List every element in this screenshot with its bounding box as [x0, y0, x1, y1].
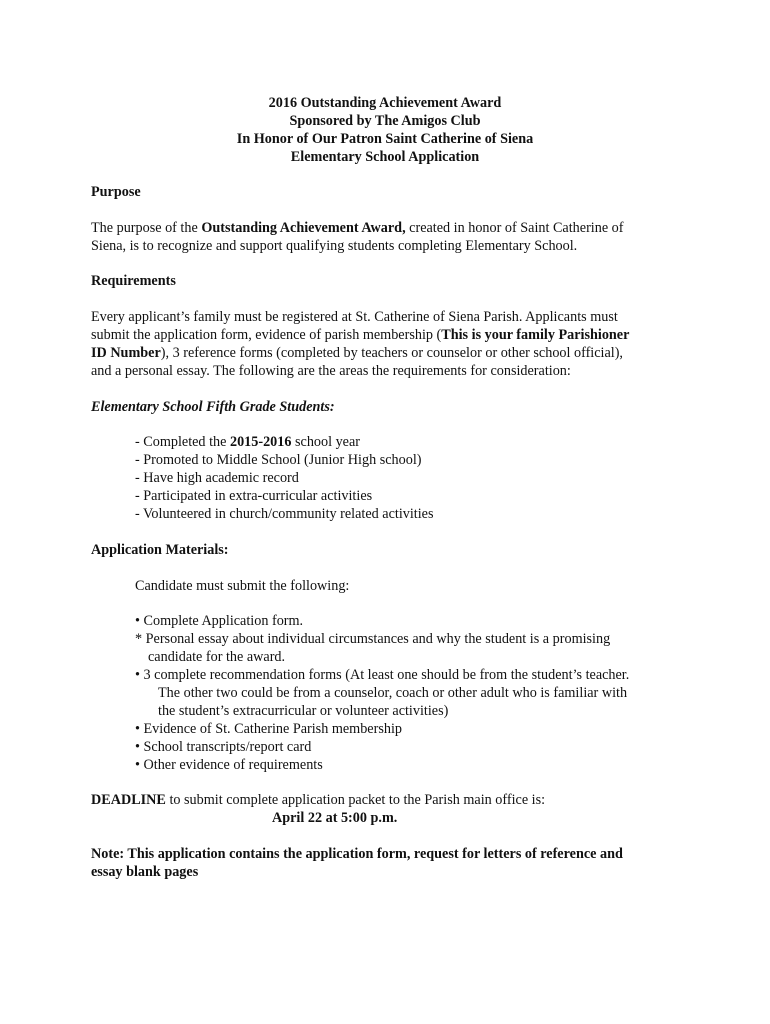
materials-item-cont: candidate for the award. [148, 649, 286, 665]
materials-item: • 3 complete recommendation forms (At least one should be from the student’s teacher. [135, 667, 630, 683]
title-line-3: In Honor of Our Patron Saint Catherine of Siena [236, 131, 534, 147]
requirements-line-4: and a personal essay. The following are the areas the requirements for consideration: [91, 363, 571, 379]
materials-item: • Complete Application form. [135, 613, 304, 629]
fifth-grade-item: - Participated in extra-curricular activities [135, 488, 373, 504]
title-line-1: 2016 Outstanding Achievement Award [268, 95, 502, 111]
note-line-2: essay blank pages [91, 864, 199, 880]
requirements-text: submit the application form, evidence of parish membership ( [91, 327, 442, 343]
fifth-grade-item: - Volunteered in church/community related activities [135, 506, 434, 522]
parishioner-id-note: ID Number [91, 345, 161, 361]
parishioner-id-note: This is your family Parishioner [441, 327, 630, 343]
materials-item-cont: the student’s extracurricular or volunteer activities) [158, 703, 449, 719]
materials-item: * Personal essay about individual circumstances and why the student is a promising [135, 631, 611, 647]
purpose-text: The purpose of the [91, 220, 202, 236]
materials-item: • School transcripts/report card [135, 739, 312, 755]
fifth-grade-item [135, 433, 360, 451]
materials-item: • Evidence of St. Catherine Parish membership [135, 721, 402, 737]
award-name: Outstanding Achievement Award, [201, 220, 406, 236]
requirements-heading: Requirements [91, 273, 176, 289]
fifth-grade-heading: Elementary School Fifth Grade Students: [91, 399, 335, 415]
school-year: 2015-2016 [229, 434, 292, 450]
purpose-heading: Purpose [91, 184, 141, 200]
deadline-label: DEADLINE [91, 792, 166, 808]
requirements-text: ), 3 reference forms (completed by teachers or counselor or other school official), [160, 345, 623, 361]
fifth-grade-item: - Promoted to Middle School (Junior High school) [135, 452, 422, 468]
materials-heading: Application Materials: [91, 542, 229, 558]
requirements-line-2 [91, 326, 629, 344]
note-line-1: Note: This application contains the application form, request for letters of reference and [91, 846, 623, 862]
title-line-2: Sponsored by The Amigos Club [289, 113, 481, 129]
item-text: school year [291, 434, 361, 450]
deadline-line [91, 791, 545, 809]
purpose-line-2: Siena, is to recognize and support qualifying students completing Elementary School. [91, 238, 578, 254]
requirements-line-1: Every applicant’s family must be registered at St. Catherine of Siena Parish. Applicants must [91, 309, 618, 325]
purpose-text: created in honor of Saint Catherine of [405, 220, 624, 236]
deadline-date: April 22 at 5:00 p.m. [272, 810, 398, 826]
fifth-grade-item: - Have high academic record [135, 470, 299, 486]
purpose-line-1 [91, 219, 624, 237]
requirements-line-3 [91, 344, 623, 362]
materials-item: • Other evidence of requirements [135, 757, 323, 773]
materials-intro: Candidate must submit the following: [135, 578, 350, 594]
item-text: - Completed the [135, 434, 230, 450]
deadline-text: to submit complete application packet to the Parish main office is: [165, 792, 546, 808]
materials-item-cont: The other two could be from a counselor, coach or other adult who is familiar with [158, 685, 628, 701]
title-line-4: Elementary School Application [290, 149, 480, 165]
